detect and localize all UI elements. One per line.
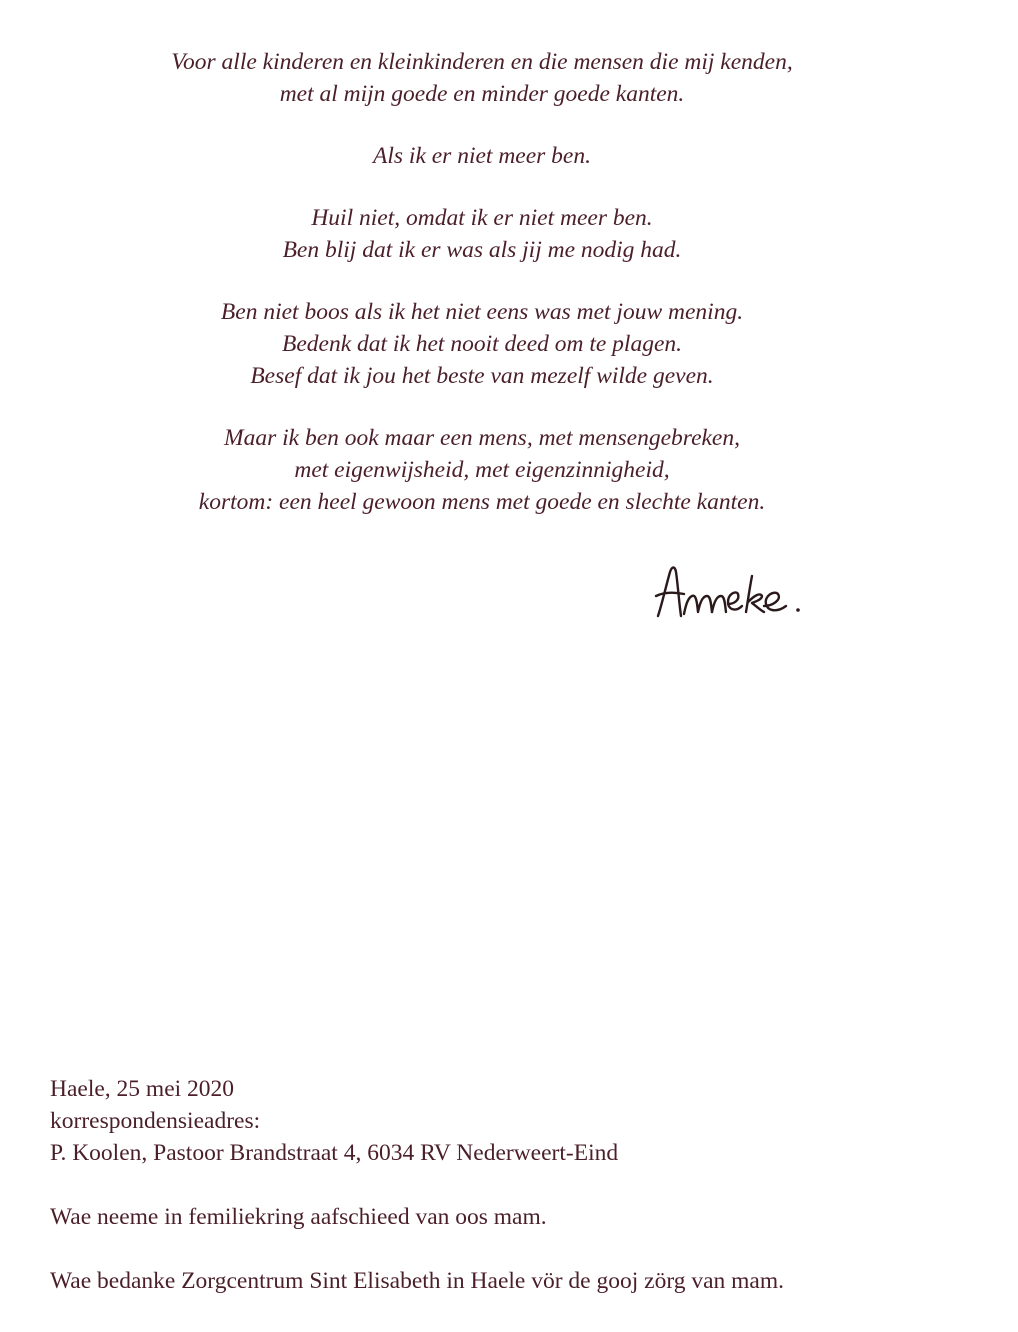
poem-line: Ben blij dat ik er was als jij me nodig had.: [282, 237, 682, 263]
handwritten-signature: [648, 556, 858, 626]
thanks-notice: Wae bedanke Zorgcentrum Sint Elisabeth in Haele vör de gooj zörg van mam.: [50, 1268, 785, 1294]
poem-line: Maar ik ben ook maar een mens, met mensengebreken,: [224, 425, 740, 451]
poem-stanza-5: [0, 422, 964, 518]
farewell-notice: Wae neeme in femiliekring aafschieed van oos mam.: [50, 1204, 547, 1230]
poem-line: Voor alle kinderen en kleinkinderen en die mensen die mij kenden,: [171, 49, 793, 75]
poem-line: kortom: een heel gewoon mens met goede en slechte kanten.: [198, 489, 766, 515]
footer-details: [50, 1073, 970, 1297]
poem-stanza-1: [0, 46, 964, 110]
poem-stanza-3: [0, 202, 964, 266]
poem-line: Als ik er niet meer ben.: [373, 143, 591, 169]
poem-stanza-2: [0, 140, 964, 172]
poem-line: Besef dat ik jou het beste van mezelf wilde geven.: [250, 363, 714, 389]
signature-drawing: [648, 556, 858, 626]
poem-line: met eigenwijsheid, met eigenzinnigheid,: [294, 457, 670, 483]
poem: [0, 46, 964, 548]
correspondence-label: korrespondensieadres:: [50, 1108, 261, 1134]
poem-line: Ben niet boos als ik het niet eens was met jouw mening.: [220, 299, 744, 325]
poem-stanza-4: [0, 296, 964, 392]
place-date: Haele, 25 mei 2020: [50, 1076, 235, 1102]
poem-line: met al mijn goede en minder goede kanten.: [279, 81, 685, 107]
correspondence-address: P. Koolen, Pastoor Brandstraat 4, 6034 RV Nederweert-Eind: [50, 1140, 619, 1166]
poem-line: Bedenk dat ik het nooit deed om te plagen.: [281, 331, 683, 357]
poem-line: Huil niet, omdat ik er niet meer ben.: [311, 205, 653, 231]
